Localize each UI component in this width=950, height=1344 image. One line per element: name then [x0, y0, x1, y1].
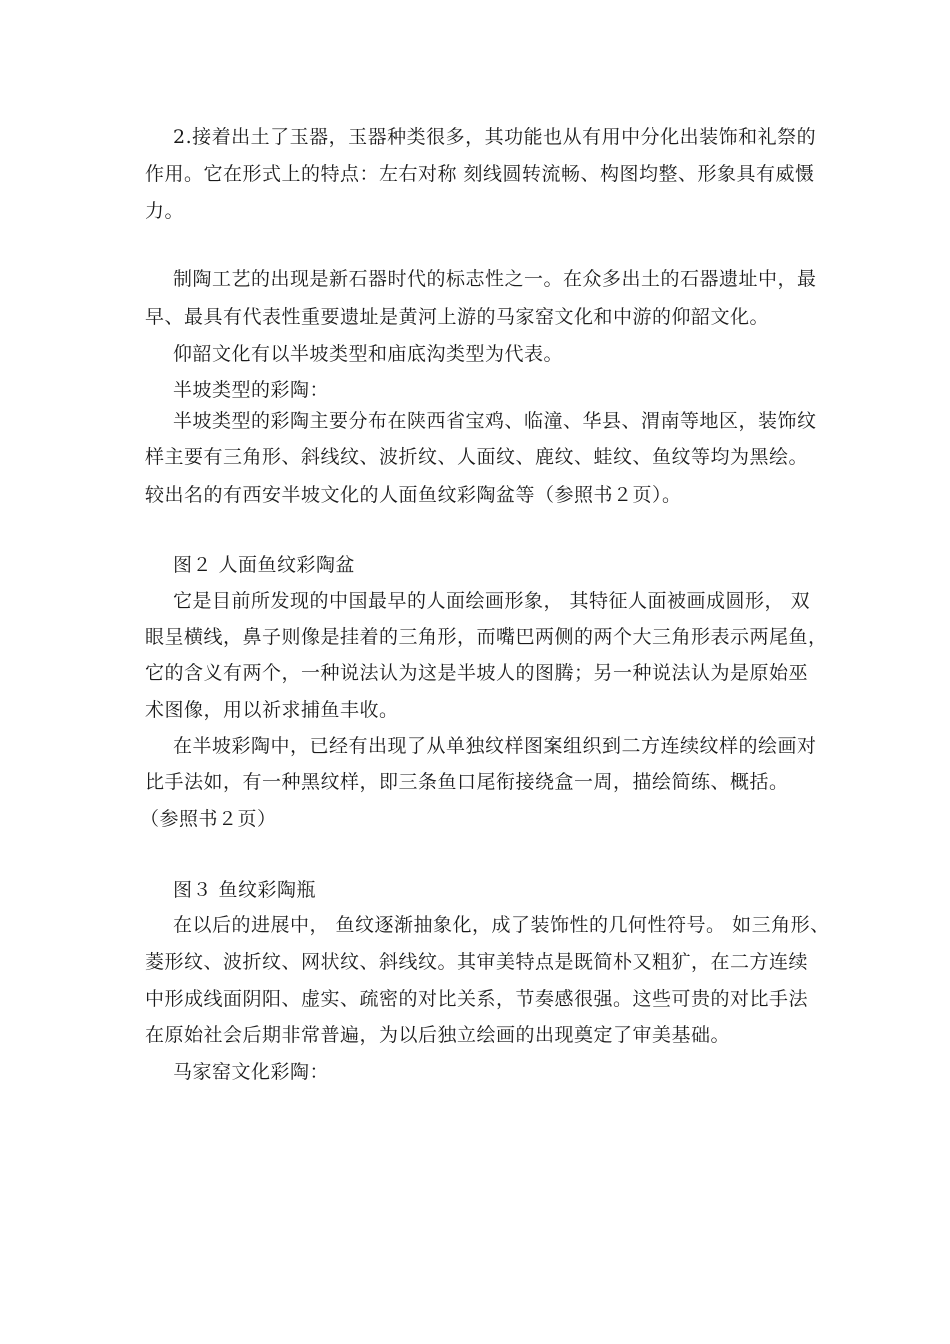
text-line: 作用。它在形式上的特点：左右对称 刻线圆转流畅、构图均整、形象具有威慑	[145, 163, 815, 185]
text-line: 它是目前所发现的中国最早的人面绘画形象， 其特征人面被画成圆形， 双	[173, 590, 811, 612]
text-line: 菱形纹、波折纹、网状纹、斜线纹。其审美特点是既简朴又粗犷，在二方连续	[145, 951, 809, 973]
text-line: 制陶工艺的出现是新石器时代的标志性之一。在众多出土的石器遗址中，最	[173, 268, 817, 290]
text-line: 样主要有三角形、斜线纹、波折纹、人面纹、鹿纹、蛙纹、鱼纹等均为黑绘。	[145, 446, 809, 468]
text-line: （参照书２页）	[140, 808, 277, 830]
text-line: 较出名的有西安半坡文化的人面鱼纹彩陶盆等（参照书２页）。	[145, 484, 682, 506]
figure-caption: 图３ 鱼纹彩陶瓶	[173, 879, 317, 901]
text-line: 早、最具有代表性重要遗址是黄河上游的马家窑文化和中游的仰韶文化。	[145, 306, 770, 328]
text-line: 它的含义有两个，一种说法认为这是半坡人的图腾；另一种说法认为是原始巫	[145, 662, 809, 684]
text-line: 比手法如，有一种黑纹样，即三条鱼口尾衔接绕盒一周，描绘简练、概括。	[145, 771, 789, 793]
text-line: 在半坡彩陶中，已经有出现了从单独纹样图案组织到二方连续纹样的绘画对	[173, 735, 817, 757]
text-line: 马家窑文化彩陶：	[173, 1061, 330, 1083]
text-line: 在以后的进展中， 鱼纹逐渐抽象化，成了装饰性的几何性符号。 如三角形、	[173, 914, 830, 936]
text-line: 半坡类型的彩陶：	[173, 379, 330, 401]
text-line: 仰韶文化有以半坡类型和庙底沟类型为代表。	[173, 343, 564, 365]
figure-caption: 图２ 人面鱼纹彩陶盆	[173, 554, 356, 576]
text-line: 半坡类型的彩陶主要分布在陕西省宝鸡、临潼、华县、渭南等地区，装饰纹	[173, 410, 817, 432]
text-line: 眼呈横线，鼻子则像是挂着的三角形，而嘴巴两侧的两个大三角形表示两尾鱼，	[145, 626, 828, 648]
text-line: 2.接着出土了玉器，玉器种类很多，其功能也从有用中分化出装饰和礼祭的	[173, 126, 817, 148]
text-line: 术图像，用以祈求捕鱼丰收。	[145, 699, 399, 721]
text-line: 中形成线面阴阳、虚实、疏密的对比关系，节奏感很强。这些可贵的对比手法	[145, 988, 809, 1010]
text-line: 在原始社会后期非常普遍，为以后独立绘画的出现奠定了审美基础。	[145, 1024, 731, 1046]
text-line: 力。	[145, 200, 185, 222]
